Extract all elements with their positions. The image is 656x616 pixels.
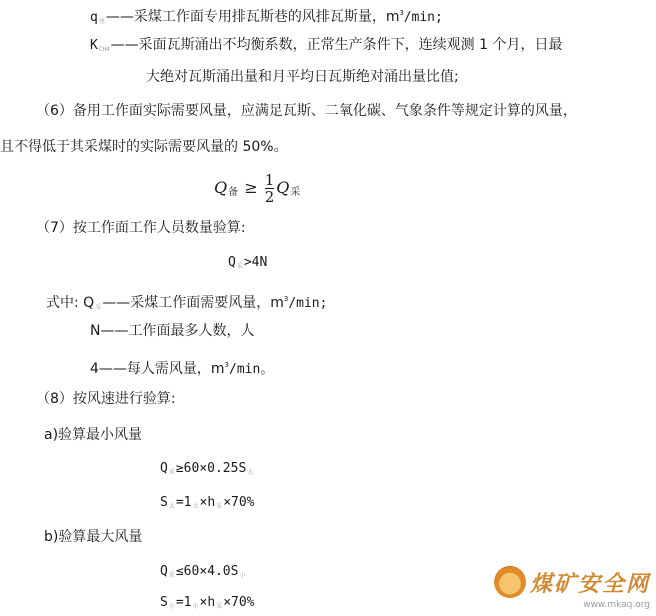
- subscript: 大: [192, 503, 199, 510]
- flame-emblem-icon: [494, 566, 526, 598]
- subscript: 采: [95, 304, 102, 311]
- subscript: CH4: [98, 46, 110, 53]
- item8-title: （8）按风速进行验算:: [36, 391, 176, 407]
- subscript: 采: [168, 469, 175, 476]
- formula-times-pct: ×70%: [223, 595, 255, 610]
- formula-rhs-sub: 采: [290, 187, 301, 198]
- formula-lhs: Q: [228, 255, 236, 270]
- where-4-line: [90, 356, 273, 379]
- item6-line1: （6）备用工作面实际需要风量，应满足瓦斯、二氧化碳、气象条件等规定计算的风量，: [36, 103, 577, 119]
- subscript: 大: [247, 469, 254, 476]
- formula-times-pct: ×70%: [223, 495, 255, 510]
- fraction: [264, 170, 275, 206]
- subscript: 采: [168, 572, 175, 579]
- def-k-cont: 大绝对瓦斯涌出量和月平均日瓦斯绝对涌出量比值;: [146, 69, 459, 85]
- symbol-k: K: [90, 38, 98, 53]
- subscript: 小: [168, 603, 175, 610]
- def-q-line: [90, 4, 443, 31]
- symbol-q: q: [90, 10, 98, 25]
- formula-lhs-sub: 备: [228, 187, 239, 198]
- subscript: 小: [239, 572, 246, 579]
- superscript: 3: [399, 9, 404, 17]
- unit-end: /min;: [288, 296, 328, 311]
- logo-url: www.mkaq.org: [583, 600, 650, 610]
- formula-rest: ≤60×4.0S: [175, 564, 239, 579]
- superscript: 3: [283, 295, 289, 303]
- definition-text: ——采煤工作面专用排瓦斯巷的风排瓦斯量，m: [105, 9, 400, 25]
- unit-end: /min。: [229, 362, 274, 377]
- q-symbol: Q: [160, 564, 168, 579]
- item6-line2: 且不得低于其采煤时的实际需要风量的 50%。: [0, 139, 288, 155]
- subscript: 采: [216, 503, 223, 510]
- superscript: 3: [224, 361, 230, 369]
- where-q-line: [46, 290, 327, 317]
- subscript: 采: [216, 603, 223, 610]
- formula-lhs: Q: [214, 178, 228, 197]
- a-formula-1: [160, 460, 254, 482]
- b-formula-1: [160, 563, 246, 585]
- where-n-line: N——工作面最多人数，人: [90, 323, 255, 339]
- formula-times-h: ×h: [199, 595, 216, 610]
- logo-text: 煤矿安全网: [529, 570, 650, 597]
- site-logo: [494, 562, 650, 610]
- formula-mid: =1: [175, 595, 192, 610]
- item7-title: （7）按工作面工作人员数量验算:: [36, 220, 246, 236]
- formula-lhs-sub: 采: [236, 263, 243, 270]
- subscript: 小: [192, 603, 199, 610]
- formula-7: [228, 254, 267, 276]
- formula-op: ≥: [244, 178, 258, 197]
- subscript: 大: [168, 503, 175, 510]
- b-title: b)验算最大风量: [44, 529, 143, 545]
- q-symbol: Q: [160, 461, 168, 476]
- b-formula-2: [160, 594, 255, 616]
- formula-rhs: Q: [276, 178, 290, 197]
- fraction-denominator: 2: [264, 187, 275, 206]
- where-text: 4——每人需风量，m: [90, 361, 225, 377]
- fraction-numerator: 1: [264, 170, 275, 189]
- formula-6: [214, 168, 301, 208]
- s-symbol: S: [160, 595, 168, 610]
- a-formula-2: [160, 494, 255, 516]
- unit-end: /min;: [403, 10, 443, 25]
- where-prefix: 式中: Q: [46, 295, 95, 311]
- a-title: a)验算最小风量: [44, 427, 143, 443]
- formula-mid: =1: [175, 495, 192, 510]
- s-symbol: S: [160, 495, 168, 510]
- formula-times-h: ×h: [199, 495, 216, 510]
- subscript: 尾: [98, 18, 105, 25]
- definition-text: ——采面瓦斯涌出不均衡系数，正常生产条件下，连续观测 1 个月，日最: [110, 37, 563, 53]
- where-text: ——采煤工作面需要风量，m: [102, 295, 284, 311]
- def-k-line: [90, 36, 562, 59]
- formula-rhs: >4N: [243, 255, 268, 270]
- formula-rest: ≥60×0.25S: [175, 461, 247, 476]
